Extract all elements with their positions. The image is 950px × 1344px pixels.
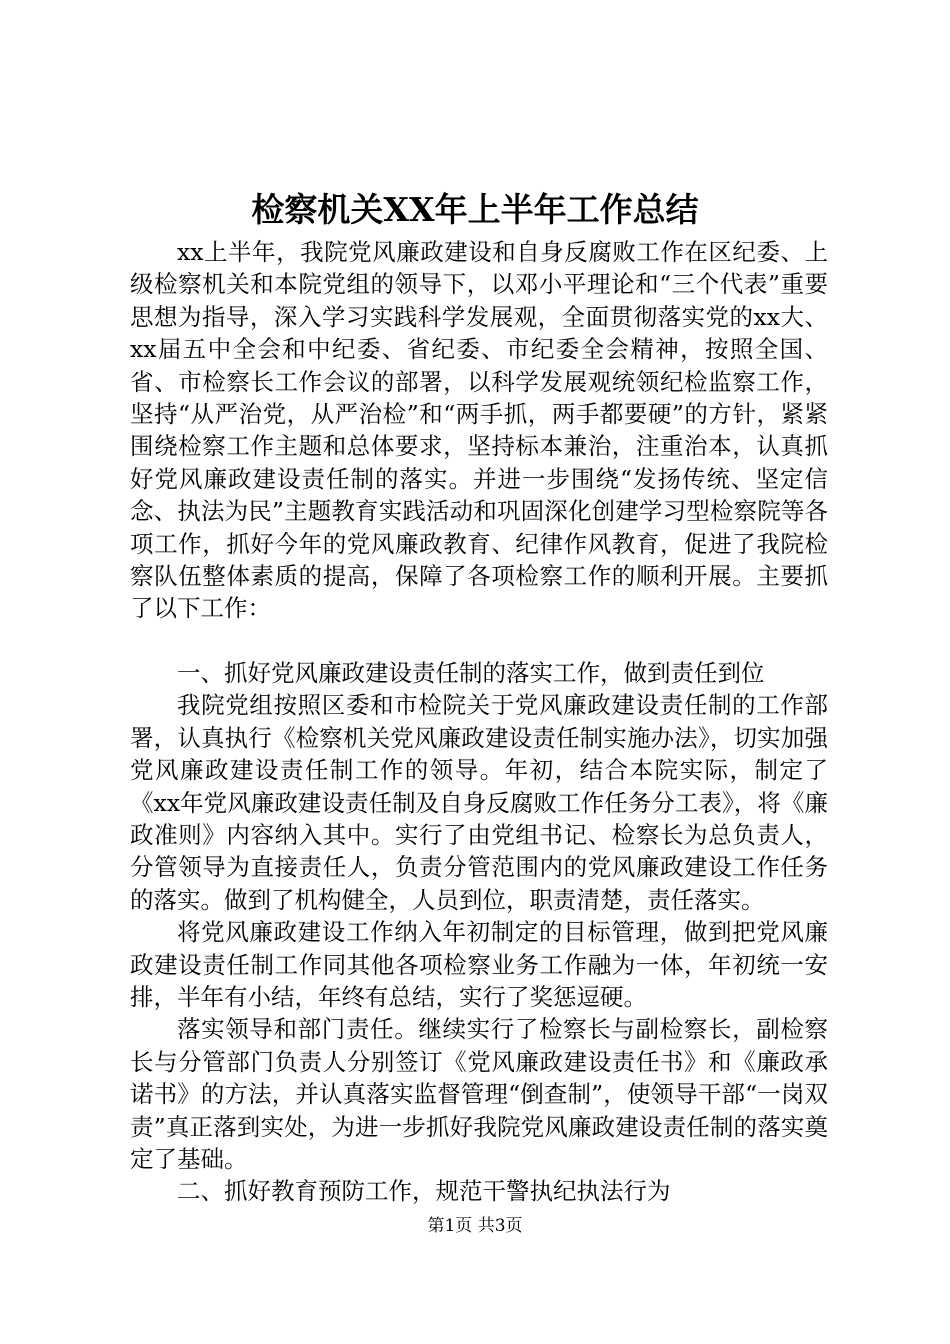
page-title: 检察机关XX年上半年工作总结	[251, 190, 699, 229]
paragraph-spacer	[130, 625, 828, 657]
section-1-paragraph-1: 我院党组按照区委和市检院关于党风廉政建设责任制的工作部署，认真执行《检察机关党风廉政建设责任制实施办法》，切实加强党风廉政建设责任制工作的领导。年初，结合本院实际，制定了《xx年党风廉政建设责任制及自身反腐败工作任务分工表》，将《廉政准则》内容纳入其中。实行了由党组书记、检察长为总负责人，分管领导为直接责任人，负责分管范围内的党风廉政建设工作任务的落实。做到了机构健全，人员到位，职责清楚，责任落实。	[130, 691, 828, 914]
section-heading-2: 二、抓好教育预防工作，规范干警执纪执法行为	[177, 1177, 671, 1206]
section-heading-1: 一、抓好党风廉政建设责任制的落实工作，做到责任到位	[177, 658, 765, 687]
section-1-paragraph-3: 落实领导和部门责任。继续实行了检察长与副检察长，副检察长与分管部门负责人分别签订《党风廉政建设责任书》和《廉政承诺书》的方法，并认真落实监督管理“倒查制”，使领导干部“一岗双责”真正落到实处，为进一步抓好我院党风廉政建设责任制的落实奠定了基础。	[130, 1015, 828, 1173]
section-1-paragraph-2: 将党风廉政建设工作纳入年初制定的目标管理，做到把党风廉政建设责任制工作同其他各项检察业务工作融为一体，年初统一安排，半年有小结，年终有总结，实行了奖惩逗硬。	[130, 918, 828, 1011]
page-footer: 第1页 共3页	[427, 1216, 523, 1236]
document-body	[130, 236, 828, 1208]
intro-paragraph: xx上半年，我院党风廉政建设和自身反腐败工作在区纪委、上级检察机关和本院党组的领导下，以邓小平理论和“三个代表”重要思想为指导，深入学习实践科学发展观，全面贯彻落实党的xx大、xx届五中全会和中纪委、省纪委、市纪委全会精神，按照全国、省、市检察长工作会议的部署，以科学发展观统领纪检监察工作，坚持“从严治党，从严治检”和“两手抓，两手都要硬”的方针，紧紧围绕检察工作主题和总体要求，坚持标本兼治，注重治本，认真抓好党风廉政建设责任制的落实。并进一步围绕“发扬传统、坚定信念、执法为民”主题教育实践活动和巩固深化创建学习型检察院等各项工作，抓好今年的党风廉政教育、纪律作风教育，促进了我院检察队伍整体素质的提高，保障了各项检察工作的顺利开展。主要抓了以下工作：	[130, 238, 828, 623]
